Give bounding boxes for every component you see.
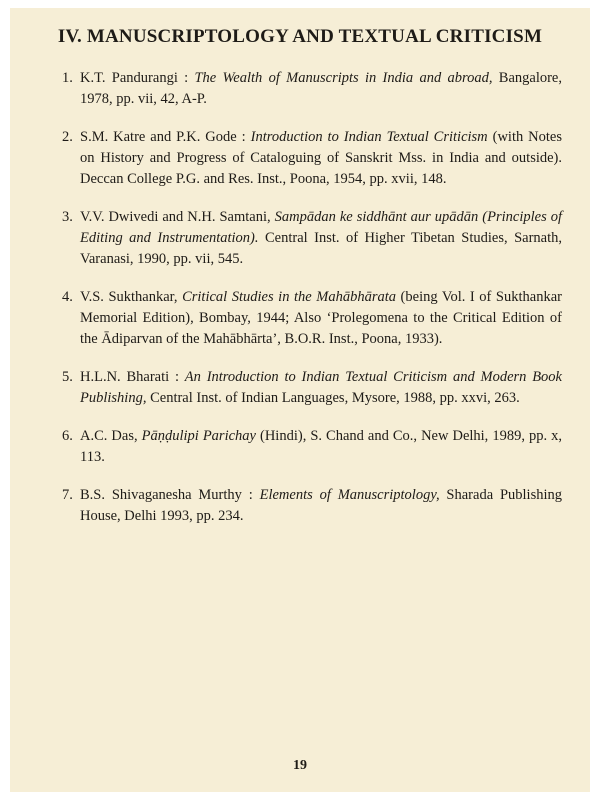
- bibliography-entry: [62, 287, 562, 350]
- entry-number: 5.: [62, 369, 73, 385]
- bibliography-entry: [62, 485, 562, 527]
- entry-author: B.S. Shivaganesha Murthy :: [80, 487, 260, 503]
- entry-number: 4.: [62, 289, 73, 305]
- entry-author: V.S. Sukthankar,: [80, 289, 183, 305]
- bibliography-list: [62, 68, 562, 544]
- entry-details: Central Inst. of Higher Tibetan Studies, Sarnath, Varanasi, 1990, pp. vii, 545.: [80, 230, 562, 267]
- entry-text: [80, 369, 562, 406]
- entry-number: 3.: [62, 209, 73, 225]
- entry-author: V.V. Dwivedi and N.H. Samtani,: [80, 209, 275, 225]
- entry-number: 6.: [62, 428, 73, 444]
- entry-text: [80, 70, 562, 107]
- entry-title: An Introduction to Indian Textual Criticism and Modern Book Publishing,: [80, 369, 562, 406]
- bibliography-entry: [62, 68, 562, 110]
- entry-details: (being Vol. I of Sukthankar Memorial Edition), Bombay, 1944; Also ‘Prolegomena to the Critical Edition of the Ādiparvan of the Mahābhārta’, B.O.R. Inst., Poona, 1933).: [80, 289, 562, 347]
- entry-author: A.C. Das,: [80, 428, 142, 444]
- entry-text: [80, 209, 562, 267]
- entry-details: Sharada Publishing House, Delhi 1993, pp. 234.: [80, 487, 563, 524]
- entry-text: [80, 487, 562, 524]
- entry-number: 2.: [62, 129, 73, 145]
- bibliography-entry: [62, 127, 562, 190]
- bibliography-entry: [62, 207, 562, 270]
- entry-title: Critical Studies in the Mahābhārata: [182, 289, 397, 305]
- entry-title: Introduction to Indian Textual Criticism: [250, 129, 488, 145]
- entry-title: Sampādan ke siddhānt aur upādān (Principles of Editing and Instrumentation).: [80, 209, 562, 246]
- entry-title: Pāṇḍulipi Parichay: [141, 428, 256, 444]
- section-heading: IV. MANUSCRIPTOLOGY AND TEXTUAL CRITICISM: [57, 26, 543, 47]
- entry-author: S.M. Katre and P.K. Gode :: [80, 129, 251, 145]
- entry-details: (with Notes on History and Progress of Cataloguing of Sanskrit Mss. in India and outside). Deccan College P.G. and Res. Inst., Poona, 1954, pp. xvii, 148.: [80, 129, 563, 187]
- entry-text: [80, 129, 562, 187]
- book-page: [10, 8, 590, 792]
- entry-text: [80, 428, 562, 465]
- entry-title: The Wealth of Manuscripts in India and abroad,: [194, 70, 493, 86]
- entry-details: Central Inst. of Indian Languages, Mysore, 1988, pp. xxvi, 263.: [146, 390, 520, 406]
- entry-author: H.L.N. Bharati :: [80, 369, 185, 385]
- bibliography-entry: [62, 426, 562, 468]
- entry-details: (Hindi), S. Chand and Co., New Delhi, 1989, pp. x, 113.: [80, 428, 562, 465]
- entry-title: Elements of Manuscriptology,: [259, 487, 440, 503]
- entry-author: K.T. Pandurangi :: [80, 70, 195, 86]
- entry-number: 7.: [62, 487, 73, 503]
- entry-details: Bangalore, 1978, pp. vii, 42, A-P.: [80, 70, 562, 107]
- entry-number: 1.: [62, 70, 73, 86]
- page-number: 19: [293, 758, 307, 773]
- bibliography-entry: [62, 367, 562, 409]
- entry-text: [80, 289, 562, 347]
